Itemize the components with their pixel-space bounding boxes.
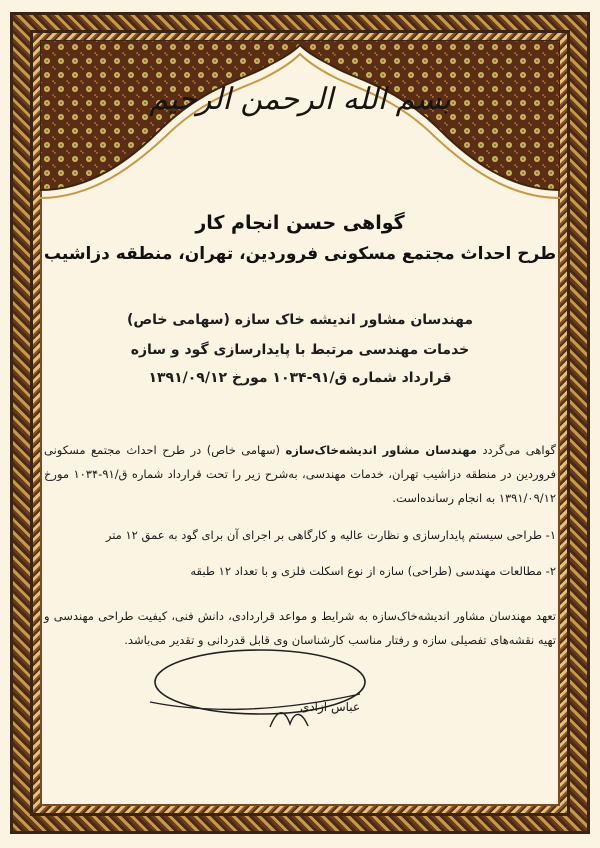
body-company: مهندسان مشاور اندیشه‌خاک‌سازه [285, 443, 477, 457]
service-item-2: ۲- مطالعات مهندسی (طراحی) سازه از نوع اسکلت فلزی و با تعداد ۱۲ طبقه [190, 564, 556, 578]
bismillah-calligraphy: بسم الله الرحمن الرحیم [149, 82, 451, 117]
service-item-1: ۱- طراحی سیستم پایدارسازی و نظارت عالیه و کارگاهی بر اجرای آن برای گود به عمق ۱۲ متر [105, 528, 556, 542]
closing-paragraph: تعهد مهندسان مشاور اندیشه‌خاک‌سازه به شرایط و مواعد قراردادی، دانش فنی، کیفیت طراحی مهندسی و تهیه نقشه‌های تفصیلی سازه و رفتار مناسب کارشناسان وی قابل قدردانی و تقدیر می‌باشد. [44, 609, 556, 647]
handwritten-signature-icon [140, 632, 370, 742]
service-description: خدمات مهندسی مرتبط با پایدارسازی گود و سازه [130, 342, 470, 358]
body-intro: گواهی می‌گردد [482, 443, 557, 457]
certificate-title: گواهی حسن انجام کار [195, 212, 405, 234]
company-name: مهندسان مشاور اندیشه خاک سازه (سهامی خاص) [126, 312, 474, 328]
signer-name: عباس آزادی [299, 700, 361, 714]
body-rest: (سهامی خاص) در طرح احداث مجتمع مسکونی فروردین در منطقه دزاشیب تهران، خدمات مهندسی، به‌شرح زیر را تحت قرارداد شماره ق/۹۱-۱۰۳۴ مورخ ۱۳۹۱/۰۹/۱۲ به انجام رسانده‌است. [44, 443, 556, 505]
contract-reference: قرارداد شماره ق/۹۱-۱۰۳۴ مورخ ۱۳۹۱/۰۹/۱۲ [148, 370, 452, 386]
project-title: طرح احداث مجتمع مسکونی فروردین، تهران، منطقه دزاشیب [43, 244, 557, 264]
certificate-body [44, 438, 556, 510]
